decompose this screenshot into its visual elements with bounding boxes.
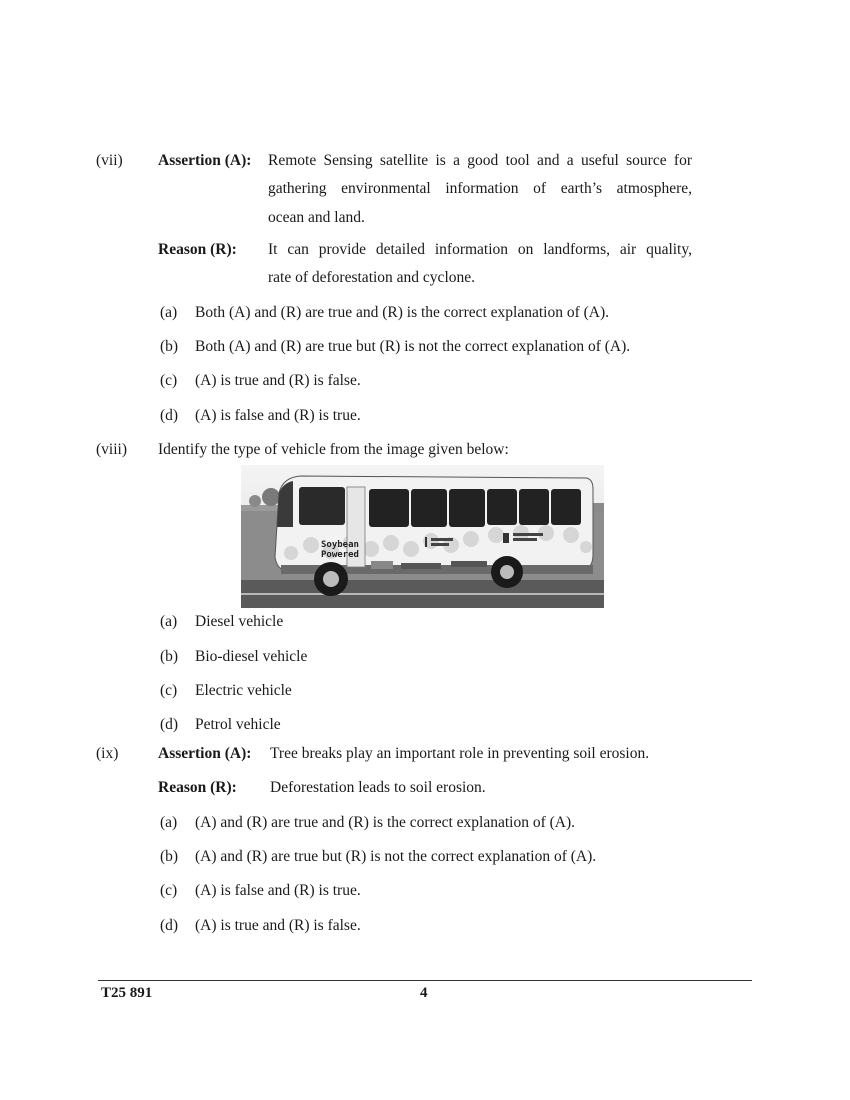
option-text: Petrol vehicle	[195, 716, 281, 733]
option-label: (b)	[160, 338, 179, 355]
option-label: (d)	[160, 917, 179, 934]
question-number: (ix)	[96, 745, 119, 762]
option-label: (b)	[160, 648, 179, 665]
reason-line: rate of deforestation and cyclone.	[268, 269, 476, 286]
option-label: (d)	[160, 716, 179, 733]
assertion-label: Assertion (A):	[158, 745, 252, 762]
option-text: Both (A) and (R) are true and (R) is the correct explanation of (A).	[195, 304, 610, 321]
option-text: (A) is true and (R) is false.	[195, 372, 361, 389]
reason-text: Deforestation leads to soil erosion.	[270, 779, 486, 796]
question-number: (vii)	[96, 152, 123, 169]
option-label: (a)	[160, 814, 178, 831]
option-text: (A) is false and (R) is true.	[195, 882, 361, 899]
option-label: (d)	[160, 407, 179, 424]
option-text: Bio-diesel vehicle	[195, 648, 308, 665]
footer-rule	[98, 980, 752, 981]
option-label: (a)	[160, 304, 178, 321]
paper-code: T25 891	[101, 985, 153, 1001]
page-number: 4	[420, 985, 428, 1001]
assertion-line: ocean and land.	[268, 209, 365, 226]
bus-photo	[241, 465, 604, 608]
option-label: (a)	[160, 613, 178, 630]
question-number: (viii)	[96, 441, 127, 458]
question-stem: Identify the type of vehicle from the image given below:	[158, 441, 509, 458]
reason-label: Reason (R):	[158, 241, 237, 258]
option-text: Diesel vehicle	[195, 613, 284, 630]
option-label: (c)	[160, 882, 178, 899]
assertion-label: Assertion (A):	[158, 152, 252, 169]
option-text: Both (A) and (R) are true but (R) is not the correct explanation of (A).	[195, 338, 631, 355]
option-label: (c)	[160, 372, 178, 389]
option-text: (A) is false and (R) is true.	[195, 407, 361, 424]
bus-text: Soybean	[321, 540, 359, 550]
reason-label: Reason (R):	[158, 779, 237, 796]
option-text: (A) and (R) are true and (R) is the correct explanation of (A).	[195, 814, 576, 831]
option-label: (b)	[160, 848, 179, 865]
assertion-text: Tree breaks play an important role in preventing soil erosion.	[270, 745, 650, 762]
option-text: (A) and (R) are true but (R) is not the correct explanation of (A).	[195, 848, 597, 865]
bus-text: Powered	[321, 550, 359, 560]
option-label: (c)	[160, 682, 178, 699]
assertion-line: gathering environmental information of earth’s atmosphere,	[268, 180, 692, 197]
option-text: Electric vehicle	[195, 682, 292, 699]
option-text: (A) is true and (R) is false.	[195, 917, 361, 934]
assertion-line: Remote Sensing satellite is a good tool and a useful source for	[268, 152, 692, 169]
reason-line: It can provide detailed information on landforms, air quality,	[268, 241, 692, 258]
